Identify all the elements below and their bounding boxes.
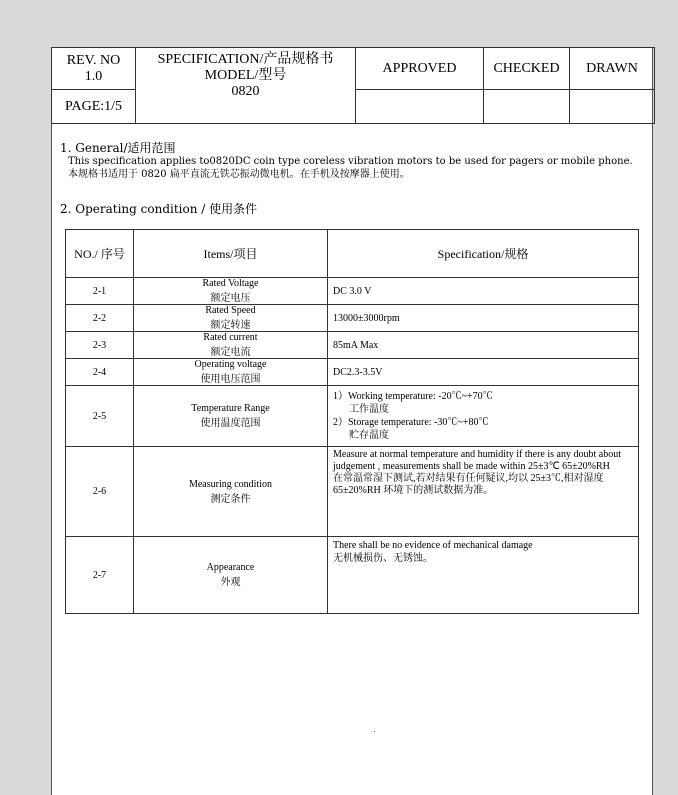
item-en: Measuring condition [188,478,273,490]
item-en: Appearance [206,562,255,573]
item-cn: 额定转速 [210,320,251,331]
col-header-items: Items/项目 [134,230,328,278]
general-section [60,141,633,181]
row-item [134,447,328,537]
row-no: 2-2 [66,305,134,332]
rev-value: 1.0 [84,68,103,84]
row-no: 2-4 [66,359,134,386]
checked-header: CHECKED [484,48,570,90]
row-spec: DC2.3-3.5V [328,359,639,386]
row-item [134,359,328,386]
rev-cell [52,48,136,90]
table-row [66,305,639,332]
col-header-spec: Specification/规格 [328,230,639,278]
spec-en: Measure at normal temperature and humidity if there is any doubt about judgement , measurements shall be made within 25±3℃ 65±20%RH [333,449,621,472]
page-number: PAGE:1/5 [52,90,136,124]
row-item [134,386,328,447]
row-no: 2-3 [66,332,134,359]
item-cn: 额定电流 [210,347,251,358]
col-header-no: NO./ 序号 [66,230,134,278]
header-table [51,47,655,124]
spec-cn: 在常温常湿下测试,若对结果有任何疑议,均以 25±3℃,相对湿度 65±20%RH 环境下的测试数据为准。 [333,473,604,496]
item-en: Rated current [203,332,258,343]
general-title: 1. General/适用范围 [60,141,176,155]
table-row [66,359,639,386]
spec-line: 无机械损伤、无锈蚀。 [333,553,433,564]
row-spec: 85mA Max [328,332,639,359]
row-item [134,537,328,614]
spec-page [51,47,653,795]
item-en: Temperature Range [191,403,270,414]
row-no: 2-6 [66,447,134,537]
item-en: Operating voltage [194,359,267,370]
table-row [66,386,639,447]
item-cn: 外观 [220,577,241,588]
table-row [66,278,639,305]
spec-line: 贮存温度 [349,430,389,441]
row-no: 2-1 [66,278,134,305]
row-item [134,332,328,359]
checked-sign [484,90,570,124]
item-cn: 使用温度范围 [200,418,261,429]
spec-line: 2）Storage temperature: -30℃~+80℃ [333,417,489,428]
spec-cell [136,48,356,124]
spec-line: 1）Working temperature: -20℃~+70℃ [333,391,493,402]
model-label: MODEL/型号 [204,68,287,83]
drawn-sign [570,90,655,124]
drawn-header: DRAWN [570,48,655,90]
item-en: Rated Voltage [202,278,259,289]
stray-dot [374,731,375,732]
table-row [66,447,639,537]
row-spec [328,447,639,537]
approved-sign [356,90,484,124]
row-spec [328,537,639,614]
row-spec [328,386,639,447]
row-spec: DC 3.0 V [328,278,639,305]
operating-title: 2. Operating condition / 使用条件 [60,202,258,216]
row-item [134,278,328,305]
row-no: 2-7 [66,537,134,614]
model-value: 0820 [231,84,260,99]
row-no: 2-5 [66,386,134,447]
general-text-cn: 本规格书适用于 0820 扁平直流无铁芯振动微电机。在手机及按摩器上使用。 [68,169,410,180]
table-row [66,332,639,359]
spec-title: SPECIFICATION/产品规格书 [157,52,334,67]
general-text-en: This specification applies to0820DC coin type coreless vibration motors to be used for pagers or mobile phone. [68,156,633,167]
row-spec: 13000±3000rpm [328,305,639,332]
approved-header: APPROVED [356,48,484,90]
row-item [134,305,328,332]
item-cn: 使用电压范围 [200,374,261,385]
spec-line: There shall be no evidence of mechanical damage [333,540,533,551]
item-cn: 测定条件 [210,493,251,505]
item-en: Rated Speed [205,305,256,316]
table-row [66,537,639,614]
spec-table [65,229,639,614]
rev-label: REV. NO [66,52,121,68]
spec-line: 工作温度 [349,404,389,415]
item-cn: 额定电压 [210,293,251,304]
